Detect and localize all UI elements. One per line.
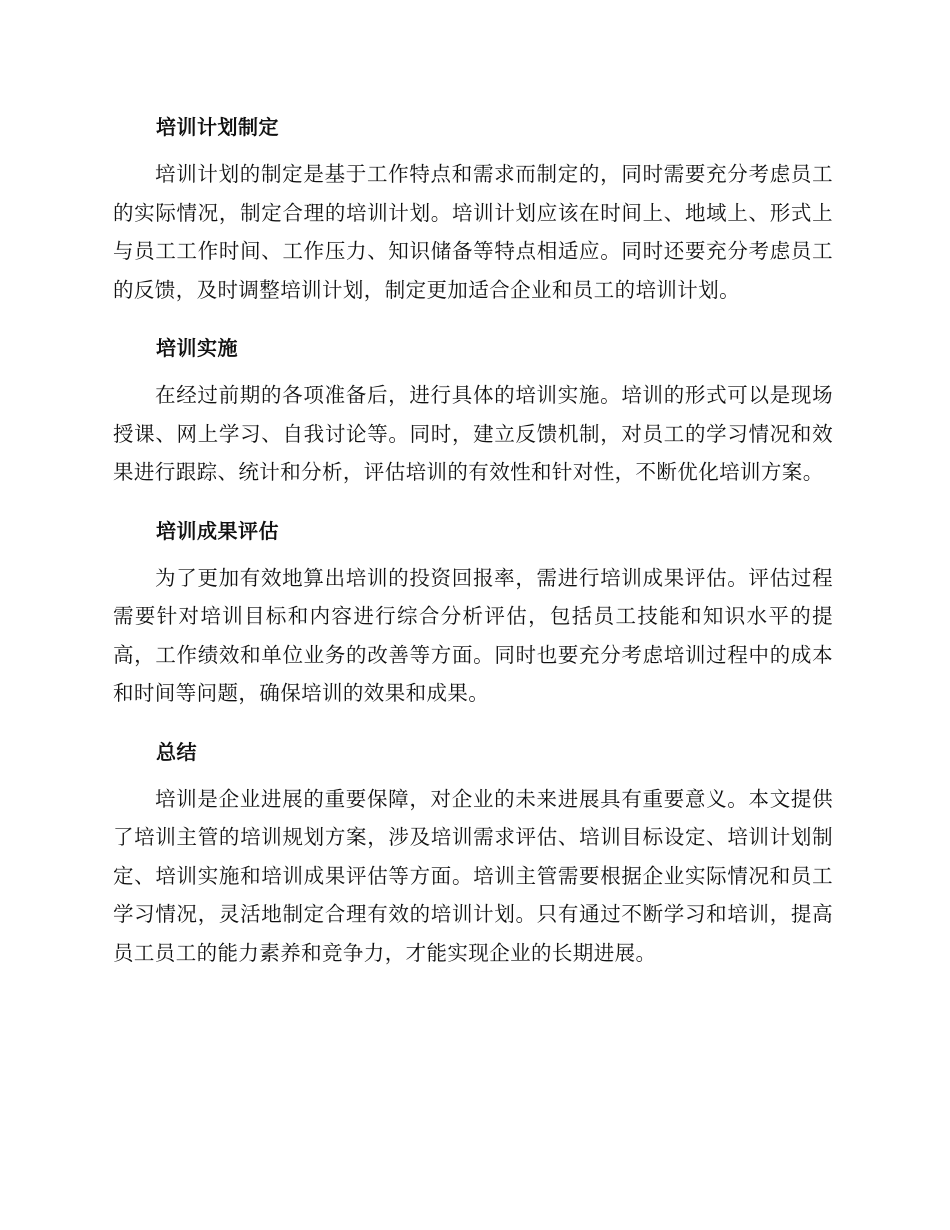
section-body-summary: 培训是企业进展的重要保障，对企业的未来进展具有重要意义。本文提供了培训主管的培训规划方案，涉及培训需求评估、培训目标设定、培训计划制定、培训实施和培训成果评估等方面。培训主管需要根据企业实际情况和员工学习情况，灵活地制定合理有效的培训计划。只有通过不断学习和培训，提高员工员工的能力素养和竞争力，才能实现企业的长期进展。: [113, 786, 833, 965]
section-body-training-evaluation: 为了更加有效地算出培训的投资回报率，需进行培训成果评估。评估过程需要针对培训目标和内容进行综合分析评估，包括员工技能和知识水平的提高，工作绩效和单位业务的改善等方面。同时也要充分考虑培训过程中的成本和时间等问题，确保培训的效果和成果。: [113, 565, 833, 705]
document-content: [113, 108, 833, 992]
section-heading-summary: 总结: [156, 739, 197, 764]
section-heading-training-implementation: 培训实施: [156, 336, 238, 360]
section-heading-training-evaluation: 培训成果评估: [156, 518, 279, 543]
section-heading-training-plan: 培训计划制定: [156, 115, 279, 139]
section-body-training-implementation: 在经过前期的各项准备后，进行具体的培训实施。培训的形式可以是现场授课、网上学习、自我讨论等。同时，建立反馈机制，对员工的学习情况和效果进行跟踪、统计和分析，评估培训的有效性和针对性，不断优化培训方案。: [113, 383, 833, 484]
section-body-training-plan: 培训计划的制定是基于工作特点和需求而制定的，同时需要充分考虑员工的实际情况，制定合理的培训计划。培训计划应该在时间上、地域上、形式上与员工工作时间、工作压力、知识储备等特点相适应。同时还要充分考虑员工的反馈，及时调整培训计划，制定更加适合企业和员工的培训计划。: [113, 162, 833, 302]
